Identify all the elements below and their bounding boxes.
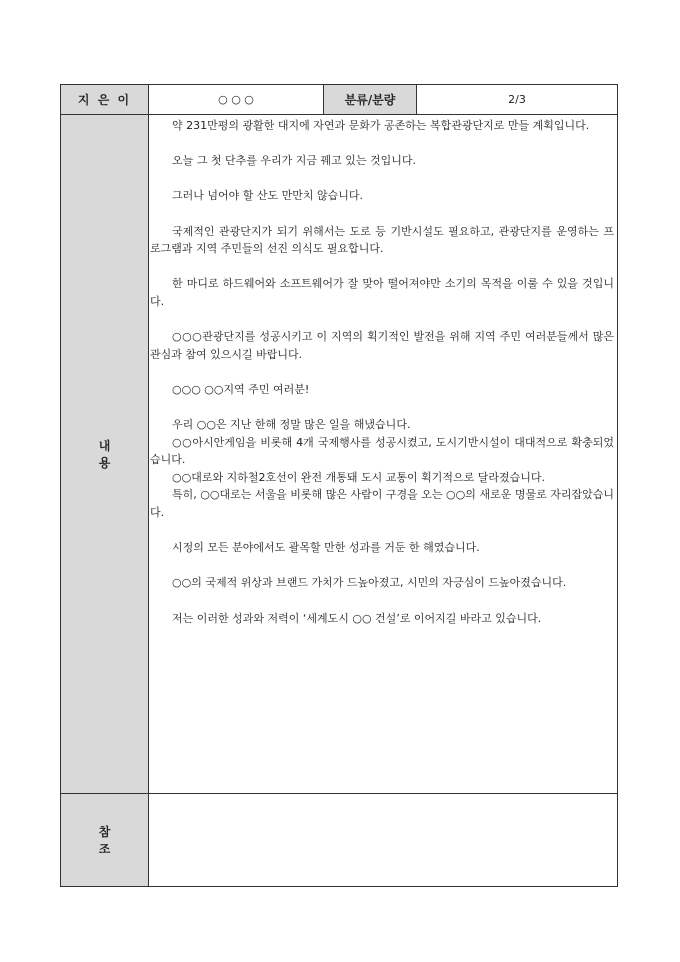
content-paragraph: ○○의 국제적 위상과 브랜드 가치가 드높아졌고, 시민의 자긍심이 드높아졌습니다. — [172, 576, 567, 590]
paragraph-gap — [150, 399, 614, 417]
content-paragraph: 국제적인 관광단지가 되기 위해서는 도로 등 기반시설도 필요하고, 관광단지를 운영하는 프로그램과 지역 주민들의 선진 의식도 필요합니다. — [150, 224, 614, 256]
document-form-table — [60, 84, 618, 887]
category-value: 2/3 — [417, 85, 618, 115]
paragraph-gap — [150, 557, 614, 575]
paragraph-gap — [150, 135, 614, 153]
content-paragraph: 그러나 넘어야 할 산도 만만치 않습니다. — [172, 189, 363, 203]
reference-body — [149, 794, 618, 887]
paragraph-gap — [150, 592, 614, 610]
content-paragraph: 한 마디로 하드웨어와 소프트웨어가 잘 맞아 떨어져야만 소기의 목적을 이룰 수 있을 것입니다. — [150, 277, 614, 308]
content-paragraph: ○○아시안게임을 비롯해 4개 국제행사를 성공시켰고, 도시기반시설이 대대적으로 확충되었습니다. — [150, 435, 614, 467]
content-paragraph: 시정의 모든 분야에서도 괄목할 만한 성과를 거둔 한 해였습니다. — [172, 541, 480, 555]
paragraph-gap — [150, 522, 614, 540]
content-paragraph: ○○○ ○○지역 주민 여러분! — [172, 382, 310, 396]
paragraph-gap — [150, 311, 614, 329]
content-body — [149, 115, 618, 794]
content-row — [61, 115, 618, 794]
paragraph-gap — [150, 363, 614, 381]
header-row — [61, 85, 618, 115]
content-paragraph: 약 231만평의 광활한 대지에 자연과 문화가 공존하는 복합관광단지로 만들 계획입니다. — [172, 119, 590, 132]
paragraph-gap — [150, 258, 614, 276]
reference-label: 참 조 — [61, 794, 149, 887]
category-label: 분류/분량 — [324, 85, 417, 115]
content-paragraphs — [150, 117, 614, 627]
content-paragraph: ○○대로와 지하철2호선이 완전 개통돼 도시 교통이 획기적으로 달라졌습니다. — [172, 470, 545, 484]
content-paragraph: 특히, ○○대로는 서울을 비롯해 많은 사람이 구경을 오는 ○○의 새로운 명물로 자리잡았습니다. — [150, 488, 614, 520]
reference-row — [61, 794, 618, 887]
content-paragraph: ○○○관광단지를 성공시키고 이 지역의 획기적인 발전을 위해 지역 주민 여러분들께서 많은 관심과 참여 있으시길 바랍니다. — [150, 330, 614, 361]
content-paragraph: 저는 이러한 성과와 저력이 ‘세계도시 ○○ 건설’로 이어지길 바라고 있습니다. — [172, 611, 542, 625]
paragraph-gap — [150, 205, 614, 223]
content-label: 내 용 — [61, 115, 149, 794]
paragraph-gap — [150, 170, 614, 188]
content-paragraph: 우리 ○○은 지난 한해 정말 많은 일을 해냈습니다. — [172, 418, 411, 432]
author-label: 지 은 이 — [61, 85, 149, 115]
content-paragraph: 오늘 그 첫 단추를 우리가 지금 꿰고 있는 것입니다. — [172, 154, 416, 168]
author-value: ○ ○ ○ — [149, 85, 324, 115]
